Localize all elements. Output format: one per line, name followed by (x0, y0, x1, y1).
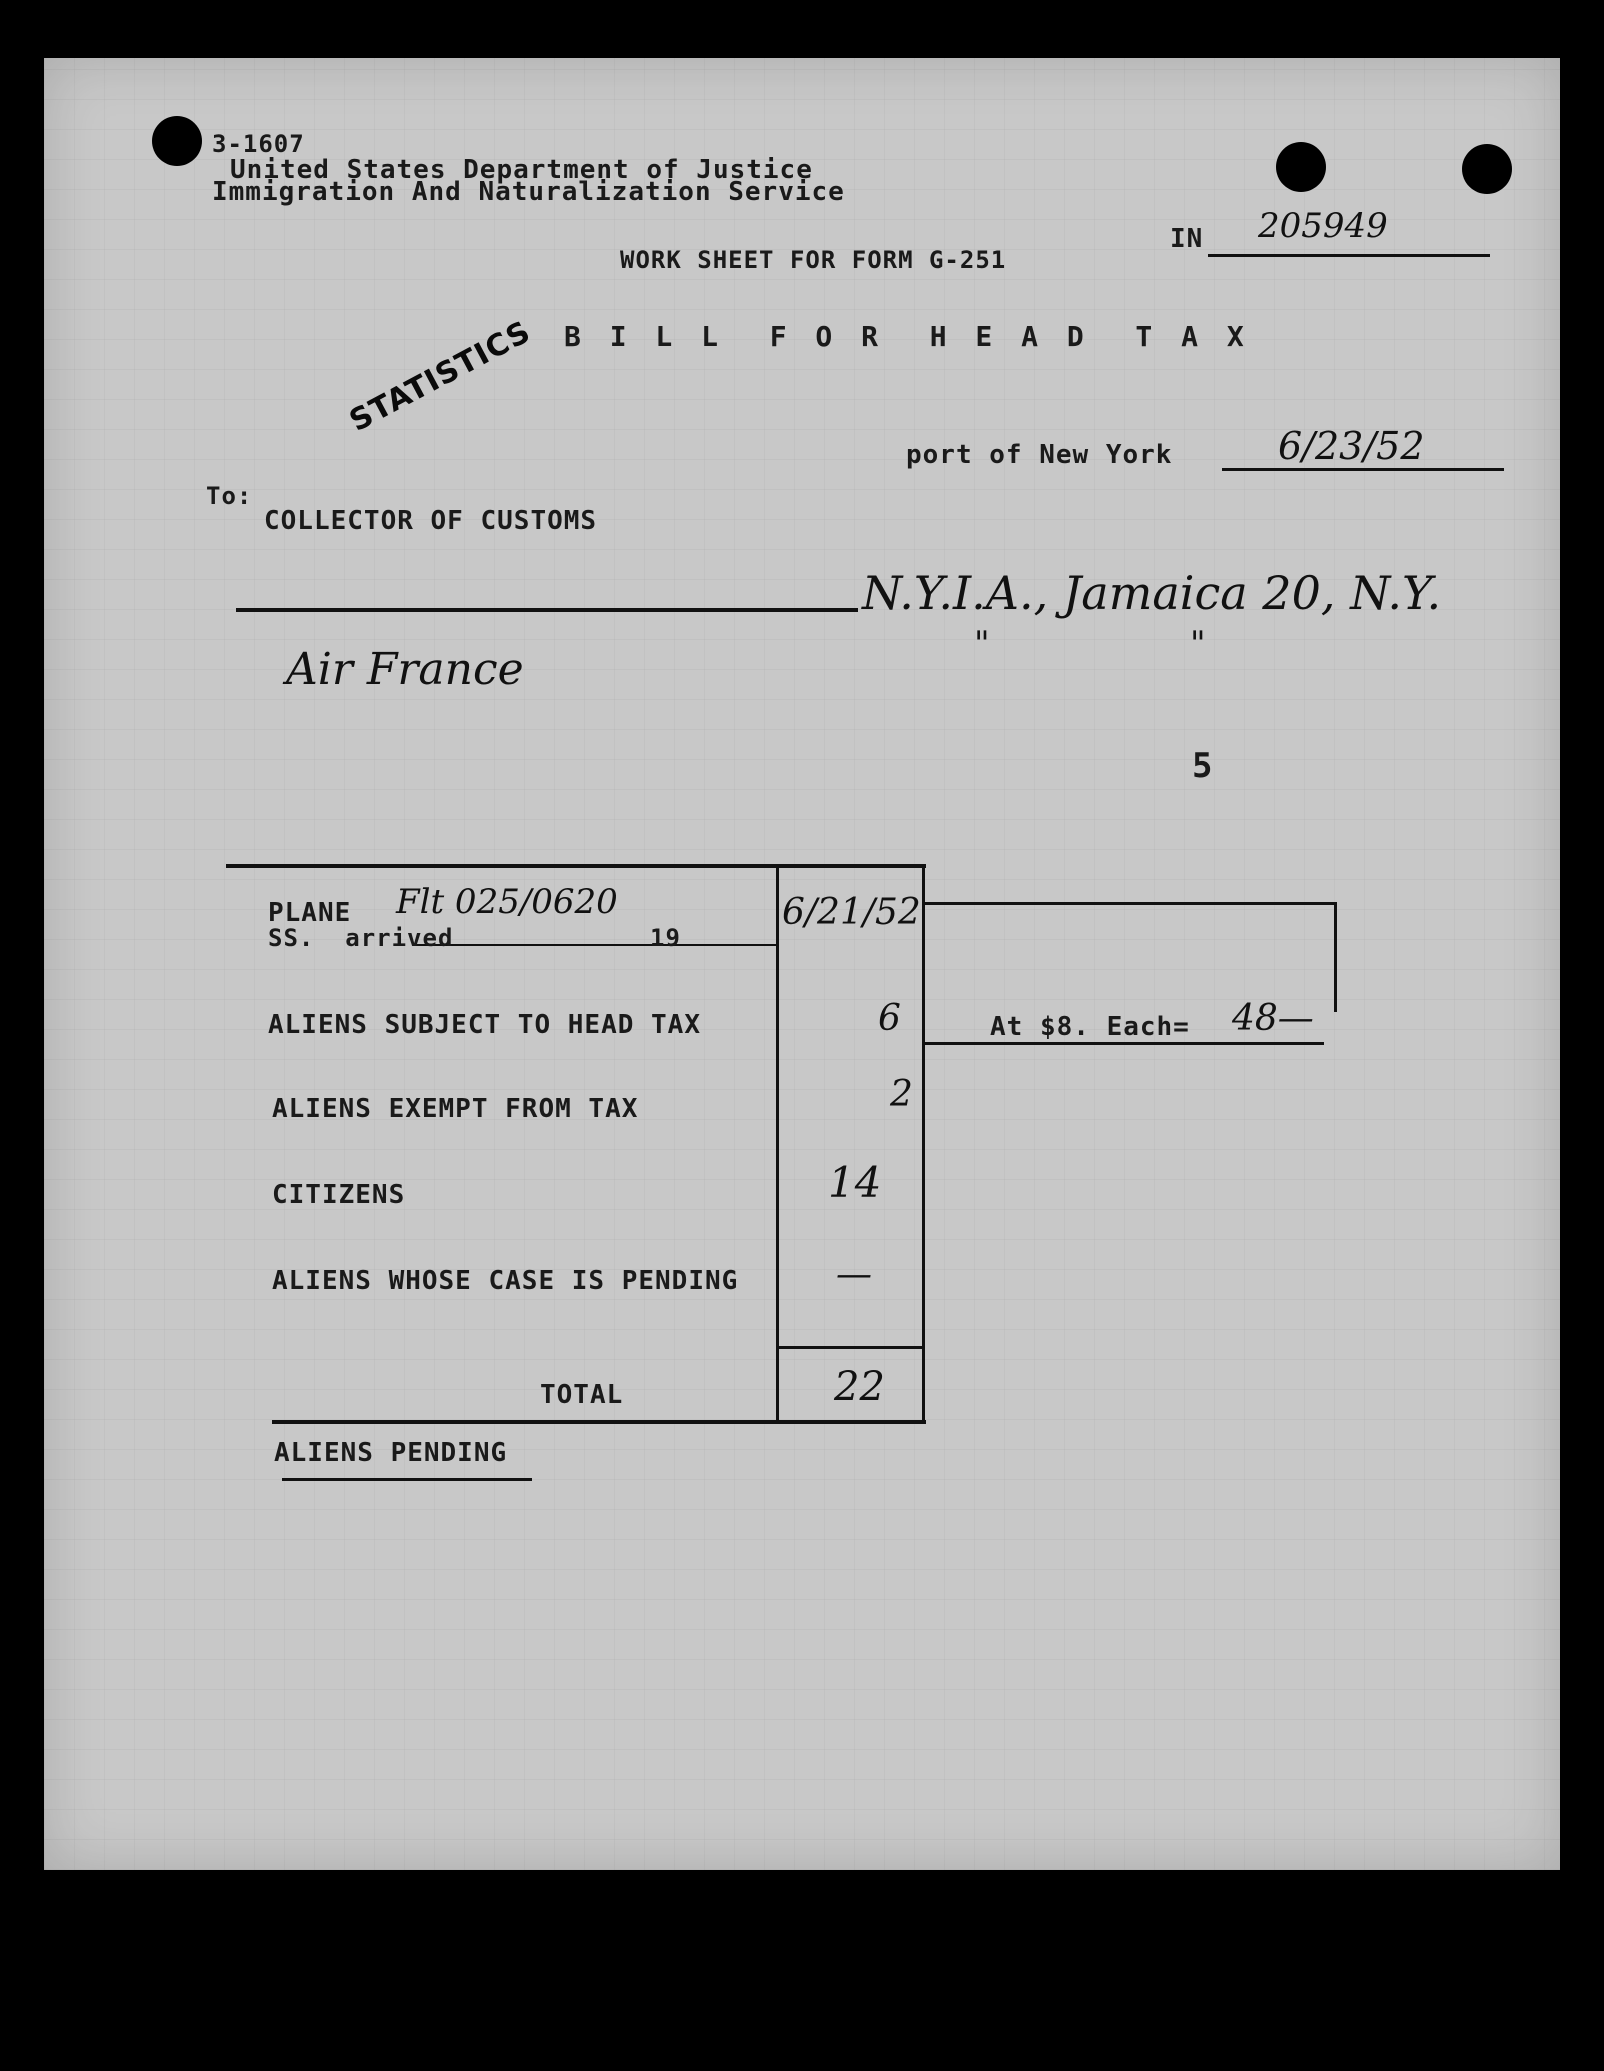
table-bottom-rule (272, 1420, 926, 1424)
row-value-pending: — (836, 1254, 872, 1295)
row-value-citizens: 14 (828, 1158, 882, 1207)
aliens-pending-label: ALIENS PENDING (274, 1438, 508, 1468)
row-label-citizens: CITIZENS (272, 1180, 406, 1210)
row-label-subject-tax: ALIENS SUBJECT TO HEAD TAX (268, 1010, 701, 1040)
table-top-rule (226, 864, 926, 868)
punch-hole-left (152, 116, 202, 166)
ss-arrived-label: SS. arrived (268, 924, 454, 952)
punch-hole-right-2 (1462, 144, 1512, 194)
statistics-stamp: STATISTICS (344, 314, 537, 439)
punch-hole-right-1 (1276, 142, 1326, 192)
ditto-mark-2: " (1190, 624, 1206, 664)
id-number: 205949 (1258, 206, 1388, 246)
row-label-exempt: ALIENS EXEMPT FROM TAX (272, 1094, 639, 1124)
agency-line-1: United States Department of Justice (230, 155, 813, 185)
id-label: IN (1170, 224, 1204, 254)
form-number: 3-1607 (212, 130, 305, 158)
carrier-handwritten: Air France (286, 644, 524, 695)
year-label: 19 (650, 924, 681, 952)
row-value-subject-tax: 6 (878, 998, 901, 1039)
agency-line-2: Immigration And Naturalization Service (212, 177, 845, 207)
port-label: port of New York (906, 440, 1173, 470)
addressee: COLLECTOR OF CUSTOMS (264, 506, 598, 536)
total-value: 22 (834, 1364, 885, 1410)
bill-title: B I L L F O R H E A D T A X (564, 320, 1250, 353)
rate-amount: 48— (1232, 998, 1314, 1039)
address-line (236, 608, 858, 612)
total-separator (776, 1346, 924, 1349)
port-date-underline (1222, 468, 1504, 471)
plane-label: PLANE (268, 898, 352, 928)
row-label-pending: ALIENS WHOSE CASE IS PENDING (272, 1266, 739, 1296)
rate-box-right (1334, 902, 1337, 1012)
to-label: To: (206, 482, 253, 510)
table-value-col-right (922, 864, 925, 1424)
total-label: TOTAL (540, 1380, 624, 1410)
aliens-pending-underline (282, 1478, 532, 1481)
arrival-date: 6/21/52 (782, 892, 921, 933)
rate-box-top (924, 902, 1336, 905)
rate-underline (924, 1042, 1324, 1045)
plane-underline (416, 944, 776, 946)
plane-flight: Flt 025/0620 (396, 882, 618, 922)
document-sheet (44, 58, 1560, 1870)
rate-label: At $8. Each= (990, 1012, 1190, 1042)
table-value-col-left (776, 864, 779, 1424)
worksheet-title: WORK SHEET FOR FORM G-251 (620, 246, 1007, 274)
ditto-mark-1: " (974, 624, 990, 664)
row-value-exempt: 2 (890, 1074, 913, 1115)
count-mark: 5 (1192, 746, 1214, 786)
id-underline (1208, 254, 1490, 257)
port-date: 6/23/52 (1278, 424, 1425, 468)
address-handwritten: N.Y.I.A., Jamaica 20, N.Y. (862, 566, 1442, 620)
